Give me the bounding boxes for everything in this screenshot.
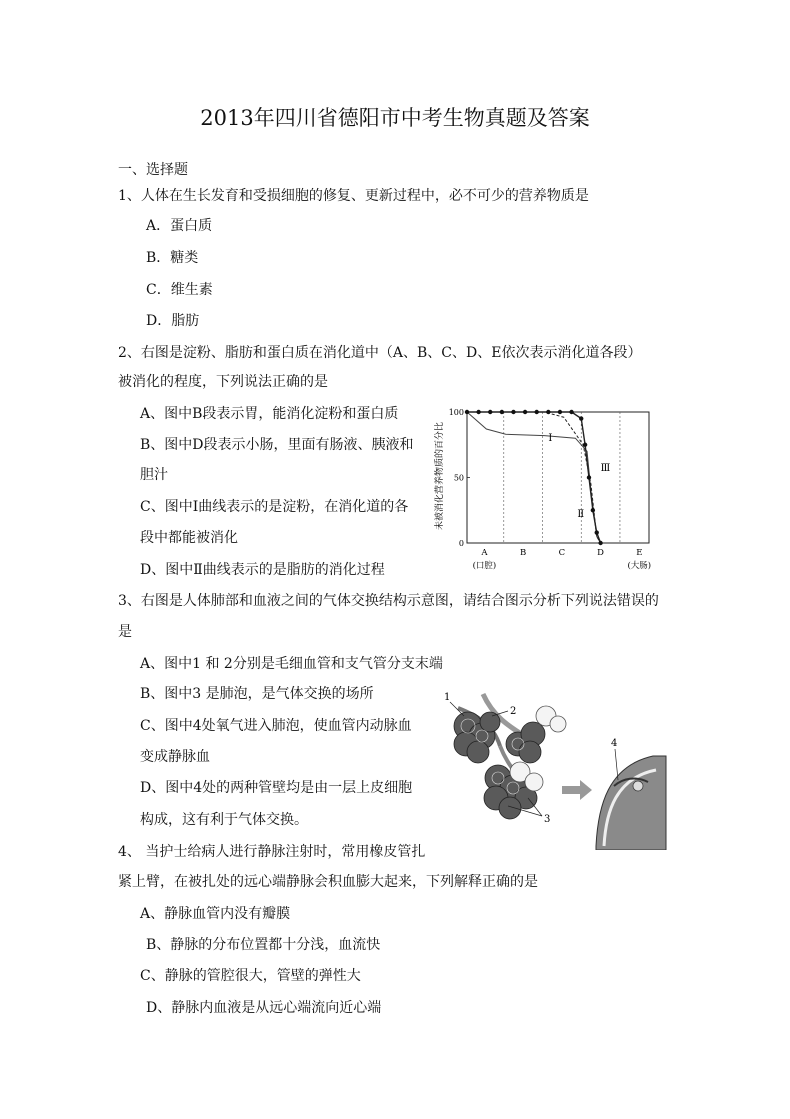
series-point [569,410,573,414]
series-line-2 [467,412,601,543]
q2-stem-line1: 2、右图是淀粉、脂肪和蛋白质在消化道中（A、B、C、D、E依次表示消化道各段） [118,345,642,361]
series-line-1 [467,412,601,543]
q2-option-c: C、图中Ⅰ曲线表示的是淀粉，在消化道的各 [140,499,409,515]
series-point [500,410,504,414]
series-point [558,410,562,414]
q2-option-a: A、图中B段表示胃，能消化淀粉和蛋白质 [140,406,399,422]
q3-option-c-cont: 变成静脉血 [140,749,210,765]
q3-stem-line2: 是 [118,624,132,640]
q1-option-c: C．维生素 [146,282,213,298]
q4-stem-line2: 紧上臂，在被扎处的远心端静脉会积血膨大起来，下列解释正确的是 [118,874,538,890]
series-point [488,410,492,414]
q3-stem-line1: 3、右图是人体肺部和血液之间的气体交换结构示意图，请结合图示分析下列说法错误的 [118,593,659,609]
q2-stem-line2: 被消化的程度，下列说法正确的是 [118,374,328,390]
figure-label-4: 4 [611,738,618,749]
series-point [583,443,587,447]
q1-option-b: B．糖类 [146,250,199,266]
q4-option-b: B、静脉的分布位置都十分浅，血流快 [146,937,381,953]
series-point [591,508,595,512]
category-note: (大肠) [627,561,652,571]
series-point [465,410,469,414]
q4-option-c: C、静脉的管腔很大，管壁的弹性大 [140,968,361,984]
series-point [598,541,602,545]
series-line-3 [467,412,601,543]
series-point [476,410,480,414]
category-label: A [481,548,488,558]
digestion-chart [428,398,673,580]
figure-label-1: 1 [444,692,451,703]
chart-ylabel: 未被消化营养物质的百分比 [435,421,445,531]
q3-option-d-cont: 构成，这有利于气体交换。 [140,812,308,828]
y-tick-label: 0 [458,539,464,548]
figure-label-2: 2 [510,706,517,717]
series-label-1: Ⅰ [548,432,553,444]
q3-option-c: C、图中4处氧气进入肺泡，使血管内动脉血 [140,718,412,734]
y-tick-label: 50 [453,473,464,483]
series-point [535,410,539,414]
series-point [587,475,591,479]
y-tick-label: 100 [448,408,464,417]
category-note: (口腔) [472,561,497,571]
lung-alveoli-figure [438,686,668,850]
series-label-3: Ⅲ [600,462,611,474]
q2-option-b-cont: 胆汁 [140,467,168,483]
series-point [523,410,527,414]
q2-option-c-cont: 段中都能被消化 [140,530,238,546]
q4-option-d: D、静脉内血液是从远心端流向近心端 [146,1000,382,1016]
q3-option-d: D、图中4处的两种管壁均是由一层上皮细胞 [140,780,413,796]
section-heading: 一、选择题 [118,162,188,178]
q1-option-a: A．蛋白质 [146,218,213,234]
category-label: E [636,548,643,558]
q3-option-a: A、图中1 和 2分别是毛细血管和支气管分支末端 [140,656,443,672]
q2-option-b: B、图中D段表示小肠，里面有肠液、胰液和 [140,437,414,453]
figure-label-3: 3 [544,814,551,825]
series-point [595,530,599,534]
series-point [546,410,550,414]
series-label-2: Ⅱ [577,508,585,520]
q1-option-d: D．脂肪 [146,313,200,329]
q4-stem-line1: 4、 当护士给病人进行静脉注射时，常用橡皮管扎 [118,844,426,860]
q4-option-a: A、静脉血管内没有瓣膜 [140,906,291,922]
q3-option-b: B、图中3 是肺泡，是气体交换的场所 [140,686,374,702]
category-label: C [558,548,566,558]
page-title: 2013年四川省德阳市中考生物真题及答案 [200,106,590,130]
q1-stem: 1、人体在生长发育和受损细胞的修复、更新过程中，必不可少的营养物质是 [118,188,589,204]
q2-option-d: D、图中Ⅱ曲线表示的是脂肪的消化过程 [140,562,385,578]
series-point [579,416,583,420]
category-label: D [597,548,605,558]
category-label: B [520,548,527,558]
series-point [511,410,515,414]
